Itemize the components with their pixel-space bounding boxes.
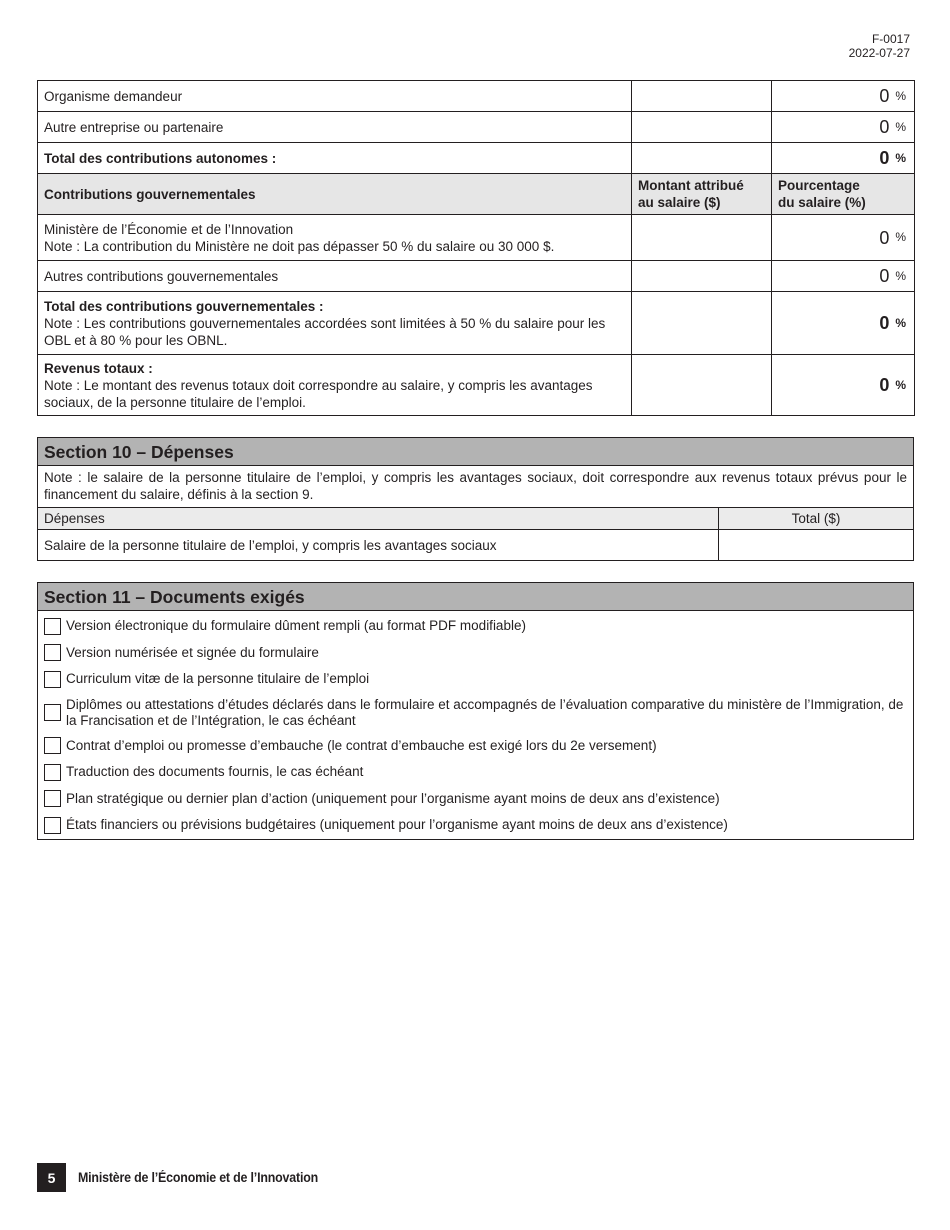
table-row (38, 143, 915, 174)
section-11-documents (37, 582, 914, 840)
expense-label: Salaire de la personne titulaire de l’emploi, y compris les avantages sociaux (38, 530, 719, 560)
percent-output: 0 % (772, 292, 915, 355)
ministry-name: Ministère de l’Économie et de l’Innovation (78, 1170, 319, 1185)
list-item (38, 613, 913, 640)
document-label: Curriculum vitæ de la personne titulaire de l’emploi (66, 671, 370, 687)
col-header-expenses: Dépenses (38, 508, 719, 529)
amount-input[interactable] (632, 261, 772, 292)
document-checkbox[interactable] (44, 644, 61, 661)
document-label: Traduction des documents fournis, le cas échéant (66, 764, 364, 780)
total-revenue-label: Revenus totaux : Note : Le montant des revenus totaux doit correspondre au salaire, y compris les avantages sociaux, de la personne titulaire de l’emploi. (38, 355, 632, 416)
list-item (38, 693, 913, 733)
document-label: États financiers ou prévisions budgétaires (uniquement pour l’organisme ayant moins de deux ans d’existence) (66, 817, 728, 833)
ministry-note: Note : La contribution du Ministère ne doit pas dépasser 50 % du salaire ou 30 000 $. (44, 238, 555, 254)
document-checkbox[interactable] (44, 817, 61, 834)
form-code: F-0017 (871, 32, 910, 46)
document-label: Diplômes ou attestations d’études déclarés dans le formulaire et accompagnés de l’évaluation comparative du ministère de l’Immigration, de la Francisation et de l’Intégration, le cas échéant (66, 696, 904, 728)
document-label: Version numérisée et signée du formulaire (66, 644, 319, 660)
amount-input[interactable] (632, 81, 772, 112)
row-label: Autres contributions gouvernementales (38, 261, 632, 292)
table-row (38, 529, 913, 560)
total-gov-label: Total des contributions gouvernementales : Note : Les contributions gouvernementales accordées sont limitées à 50 % du salaire pour les OBL et à 80 % pour les OBNL. (38, 292, 632, 355)
list-item (38, 733, 913, 760)
gov-header-row (38, 174, 915, 215)
row-label: Organisme demandeur (38, 81, 632, 112)
col-header-amount: Montant attribué au salaire ($) (632, 174, 772, 215)
document-checkbox[interactable] (44, 764, 61, 781)
percent-output: 0 % (772, 112, 915, 143)
document-checkbox[interactable] (44, 790, 61, 807)
percent-output: 0 % (772, 261, 915, 292)
total-gov-note: Note : Les contributions gouvernementales accordées sont limitées à 50 % du salaire pour les OBL et à 80 % pour les OBNL. (44, 315, 606, 348)
col-header-total: Total ($) (791, 511, 841, 526)
documents-list (38, 611, 913, 839)
table-row (38, 112, 915, 143)
gov-header-label: Contributions gouvernementales (38, 174, 632, 215)
table-row (38, 81, 915, 112)
section-note: Note : le salaire de la personne titulaire de l’emploi, y compris les avantages sociaux, doit correspondre aux revenus totaux prévus pour le financement du salaire, définis à la section 9. (44, 470, 907, 502)
table-row (38, 215, 915, 261)
document-checkbox[interactable] (44, 737, 61, 754)
section-10-expenses (37, 437, 914, 561)
amount-input[interactable] (632, 112, 772, 143)
total-input[interactable] (719, 530, 913, 560)
total-revenue-note: Note : Le montant des revenus totaux doit correspondre au salaire, y compris les avantages sociaux, de la personne titulaire de l’emploi. (44, 377, 593, 410)
document-checkbox[interactable] (44, 671, 61, 688)
total-autonomous-label: Total des contributions autonomes : (38, 143, 632, 174)
document-label: Plan stratégique ou dernier plan d’action (uniquement pour l’organisme ayant moins de deux ans d’existence) (66, 790, 720, 806)
list-item (38, 759, 913, 786)
amount-output (632, 143, 772, 174)
list-item (38, 640, 913, 667)
percent-output: 0 % (772, 355, 915, 416)
row-label: Autre entreprise ou partenaire (38, 112, 632, 143)
table-row (38, 292, 915, 355)
document-label: Version électronique du formulaire dûment rempli (au format PDF modifiable) (66, 618, 526, 634)
col-header-percent: Pourcentage du salaire (%) (772, 174, 915, 215)
list-item (38, 812, 913, 839)
list-item (38, 786, 913, 813)
list-item (38, 666, 913, 693)
amount-output (632, 355, 772, 416)
document-label: Contrat d’emploi ou promesse d’embauche (le contrat d’embauche est exigé lors du 2e versement) (66, 737, 657, 753)
section-title: Section 11 – Documents exigés (38, 583, 913, 611)
amount-input[interactable] (632, 215, 772, 261)
percent-output: 0 % (772, 143, 915, 174)
form-reference (849, 32, 910, 60)
section-title: Section 10 – Dépenses (38, 438, 913, 466)
page-number: 5 (37, 1163, 66, 1192)
table-row (38, 261, 915, 292)
table-row (38, 355, 915, 416)
ministry-row-label: Ministère de l’Économie et de l’Innovation Note : La contribution du Ministère ne doit pas dépasser 50 % du salaire ou 30 000 $. (38, 215, 632, 261)
percent-output: 0 % (772, 215, 915, 261)
page-footer (37, 1163, 339, 1192)
percent-output: 0 % (772, 81, 915, 112)
amount-output (632, 292, 772, 355)
document-checkbox[interactable] (44, 704, 61, 721)
contributions-table (37, 80, 915, 416)
form-date: 2022-07-27 (848, 46, 910, 60)
expenses-header-row (38, 507, 913, 529)
document-checkbox[interactable] (44, 618, 61, 635)
